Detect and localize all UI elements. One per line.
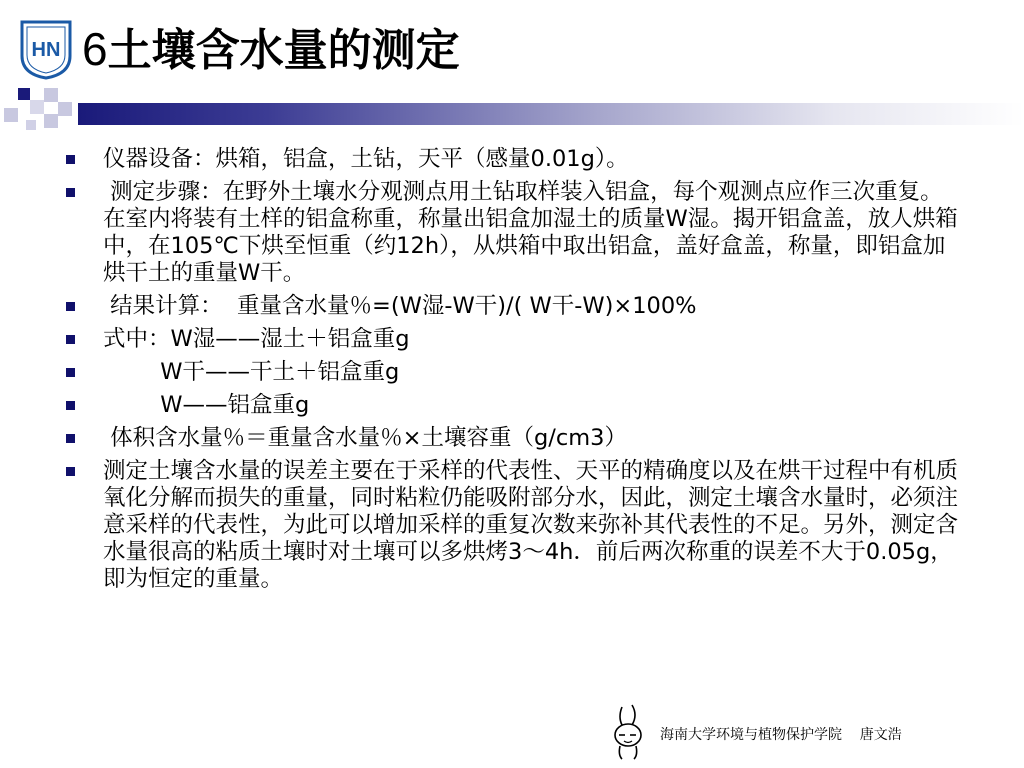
square-bullet-icon xyxy=(66,401,75,410)
list-item-text: 测定步骤：在野外土壤水分观测点用土钻取样装入铝盒，每个观测点应作三次重复。在室内将装有土样的铝盒称重，称量出铝盒加湿土的质量W湿。揭开铝盒盖，放人烘箱中，在105℃下烘至恒重（约12h），从烘箱中取出铝盒，盖好盒盖，称量，即铝盒加烘干土的重量W干。 xyxy=(103,179,958,286)
list-item-text: 仪器设备：烘箱，铝盒，土钻，天平（感量0.01g）。 xyxy=(103,146,629,172)
footer-credit: 海南大学环境与植物保护学院 唐文浩 xyxy=(660,727,902,743)
list-item xyxy=(66,293,966,320)
list-item xyxy=(66,146,966,173)
square-bullet-icon xyxy=(66,302,75,311)
list-item-text: W——铝盒重g xyxy=(103,392,310,418)
square-bullet-icon xyxy=(66,434,75,443)
title-text: 土壤含水量的测定 xyxy=(107,25,460,76)
list-item xyxy=(66,458,966,593)
header-gradient-bar xyxy=(78,103,1024,125)
list-item xyxy=(66,326,966,353)
list-item xyxy=(66,392,966,419)
decorative-squares xyxy=(0,86,80,136)
square-bullet-icon xyxy=(66,368,75,377)
square-bullet-icon xyxy=(66,155,75,164)
bullet-list xyxy=(66,146,966,599)
square-bullet-icon xyxy=(66,335,75,344)
list-item xyxy=(66,179,966,287)
title-number: 6 xyxy=(82,23,108,75)
logo-text: HN xyxy=(31,39,61,61)
page-title xyxy=(82,23,460,76)
list-item-text: 结果计算： 重量含水量％=(W湿-W干)/( W干-W)×100% xyxy=(103,293,697,319)
list-item xyxy=(66,359,966,386)
square-bullet-icon xyxy=(66,467,75,476)
list-item-text: 测定土壤含水量的误差主要在于采样的代表性、天平的精确度以及在烘干过程中有机质氧化分解而损失的重量，同时粘粒仍能吸附部分水，因此，测定土壤含水量时，必须注意采样的代表性，为此可以增加采样的重复次数来弥补其代表性的不足。另外，测定含水量很高的粘质土壤时对土壤可以多烘烤3～4h．前后两次称重的误差不大于0.05g，即为恒定的重量。 xyxy=(103,458,959,592)
list-item xyxy=(66,425,966,452)
square-bullet-icon xyxy=(66,188,75,197)
list-item-text: W干——干土＋铝盒重g xyxy=(103,359,400,385)
university-logo-icon xyxy=(18,18,74,80)
list-item-text: 体积含水量％＝重量含水量％×土壤容重（g/cm3） xyxy=(103,425,627,451)
list-item-text: 式中：W湿——湿土＋铝盒重g xyxy=(103,326,410,352)
rabbit-mascot-icon xyxy=(610,703,650,761)
